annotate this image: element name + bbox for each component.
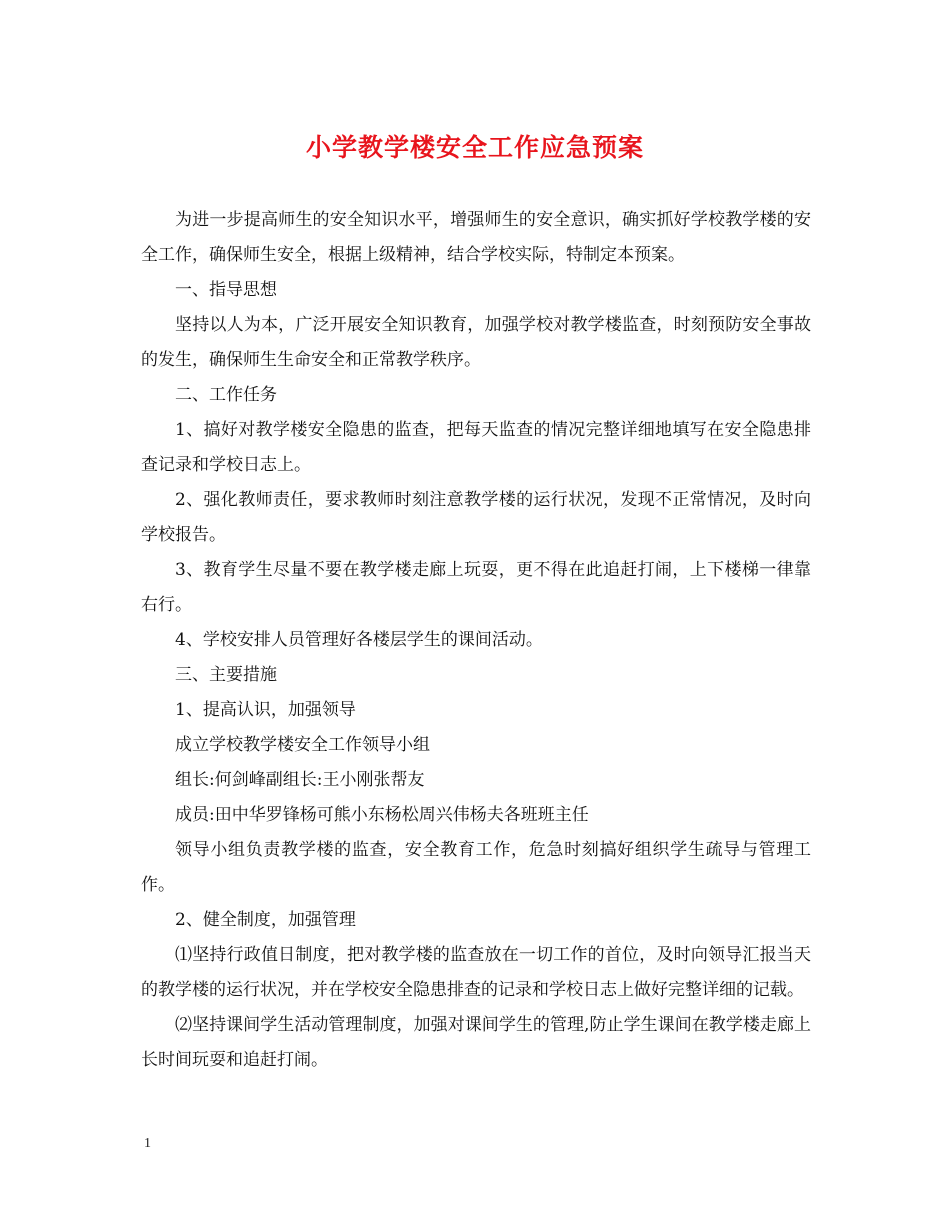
list-item: ⑴坚持行政值日制度，把对教学楼的监查放在一切工作的首位，及时向领导汇报当天的教学楼的运行状况，并在学校安全隐患排查的记录和学校日志上做好完整详细的记载。 <box>141 945 811 1000</box>
section-heading-work-tasks: 二、工作任务 <box>175 385 277 405</box>
subsection-heading: 1、提高认识，加强领导 <box>175 700 356 720</box>
members-line: 成员:田中华罗锋杨可熊小东杨松周兴伟杨夫各班班主任 <box>175 805 589 825</box>
section-heading-main-measures: 三、主要措施 <box>175 665 277 685</box>
subsection-heading: 2、健全制度，加强管理 <box>175 910 356 930</box>
page-number: 1 <box>144 1136 151 1151</box>
section-heading-guiding-ideology: 一、指导思想 <box>175 280 277 300</box>
paragraph: 领导小组负责教学楼的监查，安全教育工作，危急时刻搞好组织学生疏导与管理工作。 <box>141 840 811 895</box>
list-item: 2、强化教师责任，要求教师时刻注意教学楼的运行状况，发现不正常情况，及时向学校报告。 <box>141 490 811 545</box>
paragraph-intro: 为进一步提高师生的安全知识水平，增强师生的安全意识，确实抓好学校教学楼的安全工作，确保师生安全，根据上级精神，结合学校实际，特制定本预案。 <box>141 210 811 265</box>
list-item: 1、搞好对教学楼安全隐患的监查，把每天监查的情况完整详细地填写在安全隐患排查记录和学校日志上。 <box>141 420 811 475</box>
document-title: 小学教学楼安全工作应急预案 <box>305 133 644 162</box>
list-item: ⑵坚持课间学生活动管理制度，加强对课间学生的管理,防止学生课间在教学楼走廊上长时间玩耍和追赶打闹。 <box>141 1015 811 1070</box>
list-item: 3、教育学生尽量不要在教学楼走廊上玩耍，更不得在此追赶打闹，上下楼梯一律靠右行。 <box>141 560 811 615</box>
leader-line: 组长:何剑峰副组长:王小刚张帮友 <box>175 770 425 790</box>
document-body <box>141 203 811 1078</box>
list-item: 4、学校安排人员管理好各楼层学生的课间活动。 <box>175 630 543 650</box>
paragraph: 坚持以人为本，广泛开展安全知识教育，加强学校对教学楼监查，时刻预防安全事故的发生，确保师生生命安全和正常教学秩序。 <box>141 315 811 370</box>
paragraph: 成立学校教学楼安全工作领导小组 <box>175 735 430 755</box>
